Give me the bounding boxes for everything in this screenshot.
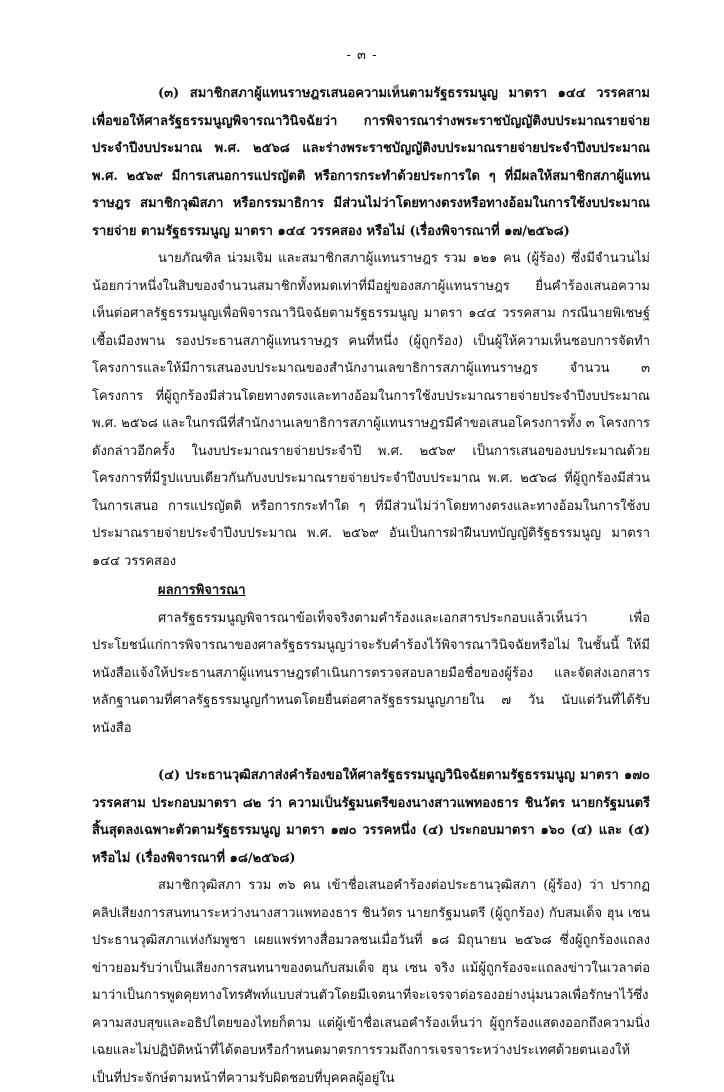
result-title: ผลการพิจารณา <box>158 583 246 598</box>
document-body <box>92 80 650 1092</box>
agenda-item-heading: (๔) ประธานวุฒิสภาส่งคำร้องขอให้ศาลรัฐธรรมนูญวินิจฉัยตามรัฐธรรมนูญ มาตรา ๑๗๐ วรรคสาม ประกอบมาตรา ๘๒ ว่า ความเป็นรัฐมนตรีของนางสาวแพทองธาร ชินวัตร นายกรัฐมนตรี สิ้นสุดลงเฉพาะตัวตามรัฐธรรมนูญ มาตรา ๑๗๐ วรรคหนึ่ง (๔) ประกอบมาตรา ๑๖๐ (๔) และ (๕) หรือไม่ (เรื่องพิจารณาที่ ๑๘/๒๕๖๘) <box>92 768 650 866</box>
agenda-item-3 <box>92 80 650 742</box>
section-spacer <box>92 742 650 762</box>
agenda-item-heading: (๓) สมาชิกสภาผู้แทนราษฎรเสนอความเห็นตามรัฐธรรมนูญ มาตรา ๑๔๔ วรรคสาม เพื่อขอให้ศาลรัฐธรรมนูญพิจารณาวินิจฉัยว่า การพิจารณาร่างพระราชบัญญัติงบประมาณรายจ่ายประจำปีงบประมาณ พ.ศ. ๒๕๖๘ และร่างพระราชบัญญัติงบประมาณรายจ่ายประจำปีงบประมาณ พ.ศ. ๒๕๖๙ มีการเสนอการแปรญัตติ หรือการกระทำด้วยประการใด ๆ ที่มีผลให้สมาชิกสภาผู้แทนราษฎร สมาชิกวุฒิสภา หรือกรรมาธิการ มีส่วนไม่ว่าโดยทางตรงหรือทางอ้อมในการใช้งบประมาณรายจ่าย ตามรัฐธรรมนูญ มาตรา ๑๔๔ วรรคสอง หรือไม่ (เรื่องพิจารณาที่ ๑๗/๒๕๖๘) <box>92 86 650 239</box>
agenda-item-4 <box>92 762 650 1092</box>
page-number: - ๓ - <box>346 48 378 63</box>
agenda-item-body: นายภัณฑิล น่วมเจิม และสมาชิกสภาผู้แทนราษฎร รวม ๑๒๑ คน (ผู้ร้อง) ซึ่งมีจำนวนไม่น้อยกว่าหนึ่งในสิบของจำนวนสมาชิกทั้งหมดเท่าที่มีอยู่ของสภาผู้แทนราษฎร ยื่นคำร้องเสนอความเห็นต่อศาลรัฐธรรมนูญเพื่อพิจารณาวินิจฉัยตามรัฐธรรมนูญ มาตรา ๑๔๔ วรรคสาม กรณีนายพิเชษฐ์ เชื้อเมืองพาน รองประธานสภาผู้แทนราษฎร คนที่หนึ่ง (ผู้ถูกร้อง) เป็นผู้ให้ความเห็นชอบการจัดทำโครงการและให้มีการเสนองบประมาณของสำนักงานเลขาธิการสภาผู้แทนราษฎร จำนวน ๓ โครงการ ที่ผู้ถูกร้องมีส่วนโดยทางตรงและทางอ้อมในการใช้งบประมาณรายจ่ายประจำปีงบประมาณ พ.ศ. ๒๕๖๘ และในกรณีที่สำนักงานเลขาธิการสภาผู้แทนราษฎรมีคำขอเสนอโครงการทั้ง ๓ โครงการดังกล่าวอีกครั้ง ในงบประมาณรายจ่ายประจำปี พ.ศ. ๒๕๖๙ เป็นการเสนอของบประมาณด้วยโครงการที่มีรูปแบบเดียวกันกับงบประมาณรายจ่ายประจำปีงบประมาณ พ.ศ. ๒๕๖๘ ที่ผู้ถูกร้องมีส่วนในการเสนอ การแปรญัตติ หรือการกระทำใด ๆ ที่มีส่วนไม่ว่าโดยทางตรงและทางอ้อมในการใช้งบประมาณรายจ่ายประจำปีงบประมาณ พ.ศ. ๒๕๖๙ อันเป็นการฝ่าฝืนบทบัญญัติรัฐธรรมนูญ มาตรา ๑๔๔ วรรคสอง <box>92 251 650 569</box>
agenda-item-body: สมาชิกวุฒิสภา รวม ๓๖ คน เข้าชื่อเสนอคำร้องต่อประธานวุฒิสภา (ผู้ร้อง) ว่า ปรากฏคลิปเสียงการสนทนาระหว่างนางสาวแพทองธาร ชินวัตร นายกรัฐมนตรี (ผู้ถูกร้อง) กับสมเด็จ ฮุน เซน ประธานวุฒิสภาแห่งกัมพูชา เผยแพร่ทางสื่อมวลชนเมื่อวันที่ ๑๘ มิถุนายน ๒๕๖๘ ซึ่งผู้ถูกร้องแถลงข่าวยอมรับว่าเป็นเสียงการสนทนาของตนกับสมเด็จ ฮุน เซน จริง แม้ผู้ถูกร้องจะแถลงข่าวในเวลาต่อมาว่าเป็นการพูดคุยทางโทรศัพท์แบบส่วนตัวโดยมีเจตนาที่จะเจรจาต่อรองอย่างนุ่มนวลเพื่อรักษาไว้ซึ่งความสงบสุขและอธิปไตยของไทยก็ตาม แต่ผู้เข้าชื่อเสนอคำร้องเห็นว่า ผู้ถูกร้องแสดงออกถึงความนิ่งเฉยและไม่ปฏิบัติหน้าที่ได้ตอบหรือกำหนดมาตรการรวมถึงการเจรจาระหว่างประเทศด้วยตนเองให้เป็นที่ประจักษ์ตามหน้าที่ความรับผิดชอบที่บุคคลผู้อยู่ใน <box>92 878 650 1086</box>
result-body: ศาลรัฐธรรมนูญพิจารณาข้อเท็จจริงตามคำร้องและเอกสารประกอบแล้วเห็นว่า เพื่อประโยชน์แก่การพิจารณาของศาลรัฐธรรมนูญว่าจะรับคำร้องไว้พิจารณาวินิจฉัยหรือไม่ ในชั้นนี้ ให้มีหนังสือแจ้งให้ประธานสภาผู้แทนราษฎรดำเนินการตรวจสอบลายมือชื่อของผู้ร้อง และจัดส่งเอกสารหลักฐานตามที่ศาลรัฐธรรมนูญกำหนดโดยยื่นต่อศาลรัฐธรรมนูญภายใน ๗ วัน นับแต่วันที่ได้รับหนังสือ <box>92 610 650 736</box>
